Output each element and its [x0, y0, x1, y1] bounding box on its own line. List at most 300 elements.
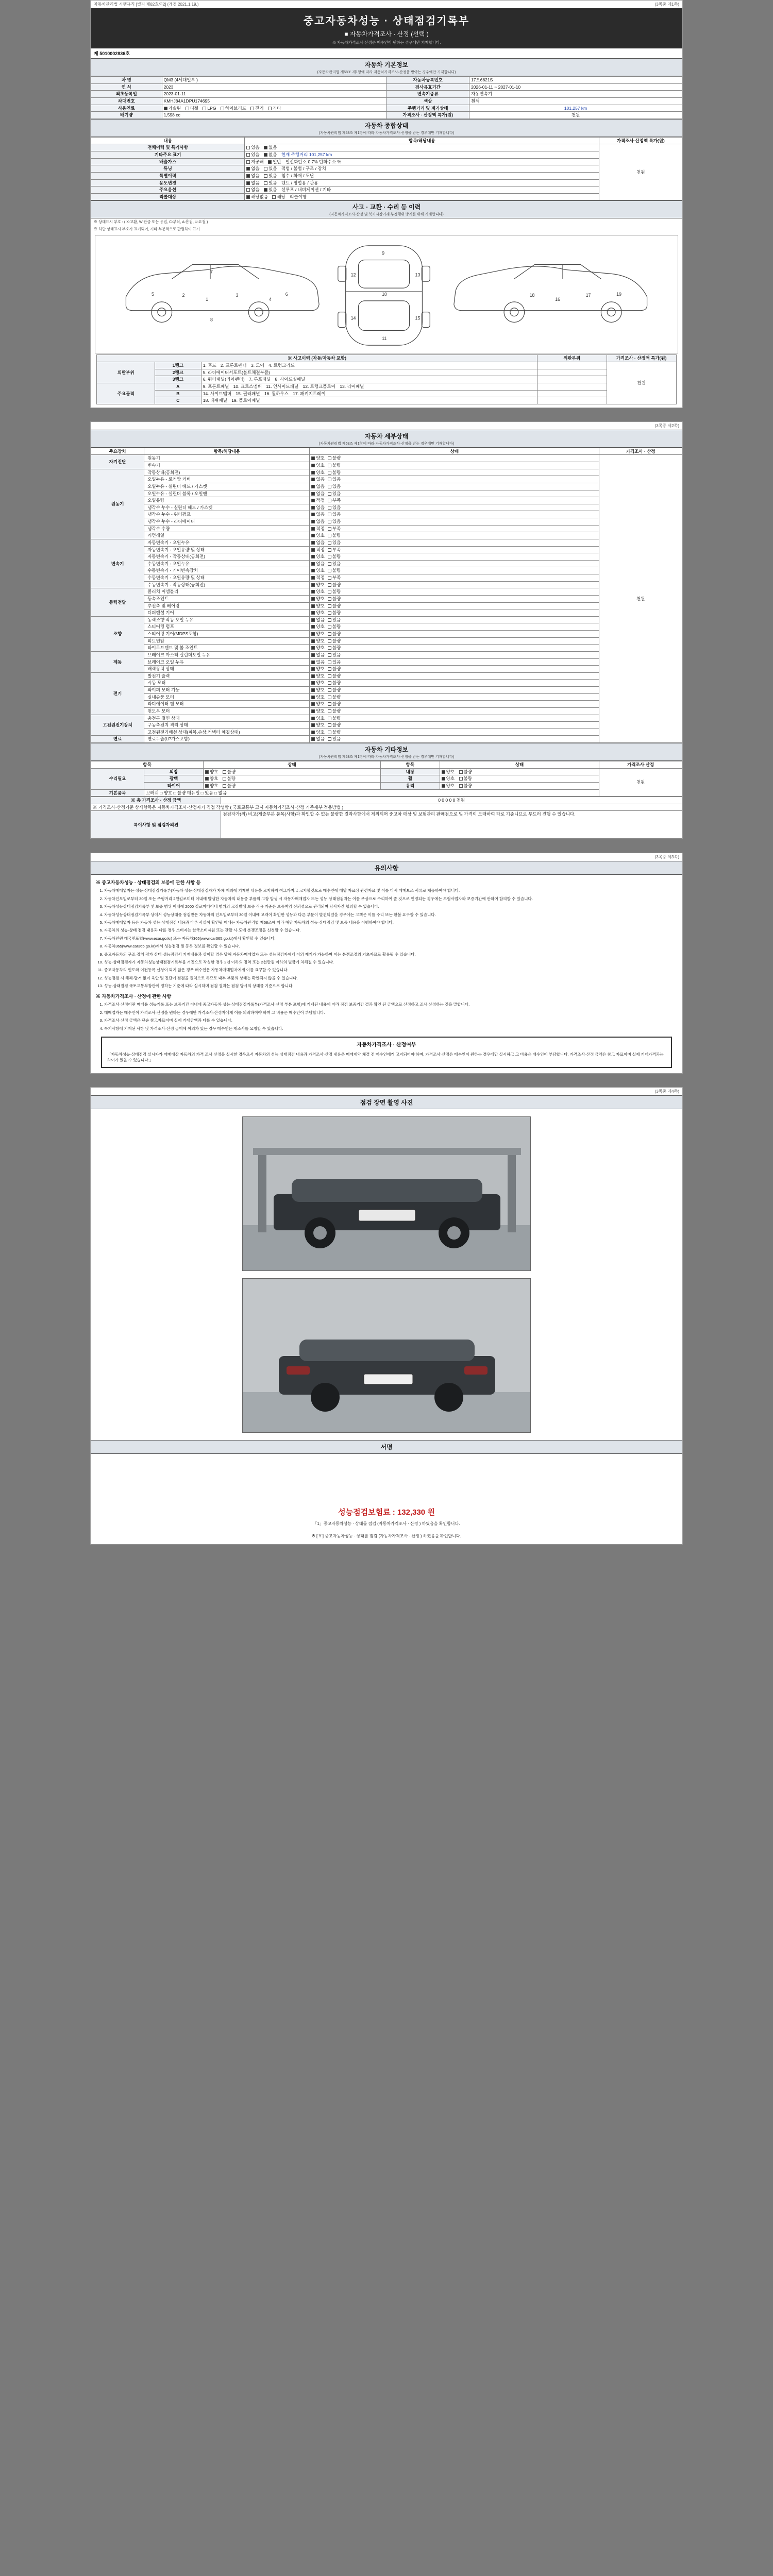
detail-item-label: 연료누출(LP가스포함) [144, 736, 310, 743]
page-3-header [91, 853, 682, 861]
detail-item-label: 디퍼렌셜 기어 [144, 609, 310, 617]
accident-price-header: 가격조사 · 산정액 특가(원) [607, 355, 676, 362]
checkbox-icon[interactable] [311, 632, 315, 636]
detail-item-state[interactable] [310, 623, 599, 631]
svg-text:10: 10 [382, 292, 388, 297]
detail-item-state[interactable] [310, 518, 599, 526]
checkbox-icon[interactable] [328, 590, 331, 594]
checkbox-icon[interactable] [328, 632, 331, 636]
detail-option-good[interactable]: 양호 [311, 455, 324, 461]
usechange-no[interactable]: 없음 [246, 180, 259, 186]
detail-item-state[interactable] [310, 560, 599, 567]
detail-option-good[interactable]: 양호 [311, 470, 324, 476]
detail-item-state[interactable] [310, 609, 599, 617]
detail-item-state[interactable] [310, 574, 599, 582]
detail-item-label: 냉각수 누수 - 라디에이터 [144, 518, 310, 526]
checkbox-icon[interactable] [311, 492, 315, 496]
detail-item-state[interactable] [310, 490, 599, 497]
checkbox-icon[interactable] [311, 696, 315, 699]
svg-text:11: 11 [382, 336, 387, 342]
detail-option-good[interactable]: 없음 [311, 491, 324, 497]
detail-item-state[interactable] [310, 707, 599, 715]
detail-option-good[interactable]: 양호 [311, 589, 324, 595]
checkbox-icon[interactable] [311, 562, 315, 566]
checkbox-icon[interactable] [311, 569, 315, 572]
detail-item-state[interactable] [310, 497, 599, 504]
fuel-option-lpg[interactable]: LPG [203, 106, 216, 111]
detail-option-good[interactable]: 양호 [311, 631, 324, 637]
checkbox-icon[interactable] [328, 492, 331, 496]
detail-option-bad[interactable]: 불량 [328, 470, 341, 476]
detail-option-good[interactable]: 없음 [311, 519, 324, 524]
detail-item-state[interactable] [310, 567, 599, 574]
detail-item-state[interactable] [310, 588, 599, 596]
checkbox-icon[interactable] [328, 520, 331, 523]
accident-tab-outer[interactable]: 외판부위 [537, 355, 607, 362]
checkbox-icon[interactable] [311, 590, 315, 594]
checkbox-icon[interactable] [311, 534, 315, 537]
label-color: 색상 [386, 97, 469, 105]
checkbox-icon[interactable] [328, 604, 331, 608]
detail-option-bad[interactable]: 불량 [328, 568, 341, 573]
detail-item-state[interactable] [310, 511, 599, 518]
checkbox-icon[interactable] [328, 471, 331, 474]
detail-item-state[interactable] [310, 602, 599, 609]
detail-item-state[interactable] [310, 728, 599, 736]
detail-option-bad[interactable]: 불량 [328, 694, 341, 700]
detail-option-bad[interactable]: 있음 [328, 477, 341, 482]
detail-col-1: 주요장치 [91, 448, 144, 455]
detail-item-state[interactable] [310, 666, 599, 673]
checkbox-icon[interactable] [328, 737, 331, 741]
detail-item-state[interactable] [310, 504, 599, 511]
detail-option-good[interactable]: 적정 [311, 547, 324, 553]
detail-item-state[interactable] [310, 553, 599, 561]
section-title-other: 자동차 기타정보 [364, 746, 409, 753]
checkbox-icon[interactable] [311, 667, 315, 671]
detail-option-bad[interactable]: 불량 [328, 554, 341, 560]
checkbox-icon[interactable] [328, 674, 331, 678]
checkbox-icon[interactable] [311, 688, 315, 692]
checkbox-icon[interactable] [311, 731, 315, 734]
rank-2-state[interactable] [537, 369, 607, 376]
detail-option-bad[interactable]: 불량 [328, 687, 341, 693]
recall-yes[interactable]: 해당 [272, 194, 285, 200]
checkbox-icon[interactable] [311, 653, 315, 657]
detail-option-bad[interactable]: 있음 [328, 505, 341, 511]
detail-option-good[interactable]: 적정 [311, 526, 324, 532]
tuning-detail: 적법 / 불법 / 구조 / 장치 [281, 166, 326, 172]
checkbox-icon[interactable] [311, 576, 315, 580]
checkbox-icon[interactable] [311, 541, 315, 545]
checkbox-icon[interactable] [328, 660, 331, 664]
fuel-options[interactable] [162, 105, 386, 112]
rank-a-state[interactable] [537, 383, 607, 390]
row-value-odo-state[interactable] [245, 151, 599, 159]
checkbox-icon[interactable] [311, 702, 315, 706]
emission-low[interactable]: 저공해 [246, 159, 264, 165]
rank-b-items: 14. 사이드멤버 15. 필러패널 16. 휠하우스 17. 패키지트레이 [201, 390, 537, 397]
detail-item-state[interactable] [310, 455, 599, 462]
other-row-1-state[interactable]: 양호 불량 [203, 775, 380, 783]
detail-option-bad[interactable]: 있음 [328, 652, 341, 658]
signature-area[interactable] [91, 1454, 682, 1500]
checkbox-icon[interactable] [311, 717, 315, 720]
detail-option-bad[interactable]: 있음 [328, 519, 341, 524]
accident-rank-table [96, 354, 676, 404]
detail-item-label: 윈도우 모터 [144, 707, 310, 715]
detail-item-state[interactable] [310, 680, 599, 687]
checkbox-icon[interactable] [311, 618, 315, 622]
other-col-state: 상태 [203, 761, 380, 769]
row-value-special[interactable] [245, 172, 599, 179]
detail-option-bad[interactable]: 있음 [328, 484, 341, 489]
other-row-2-state[interactable]: 양호 불량 [203, 782, 380, 789]
history-no[interactable]: 없음 [264, 145, 277, 150]
options-yes[interactable]: 있음 [264, 187, 277, 193]
detail-option-bad[interactable]: 불량 [328, 722, 341, 728]
detail-option-bad[interactable]: 불량 [328, 596, 341, 602]
detail-option-bad[interactable]: 부족 [328, 498, 341, 503]
checkbox-icon[interactable] [328, 555, 331, 558]
table-row [91, 804, 682, 811]
detail-option-good[interactable]: 없음 [311, 617, 324, 623]
checkbox-icon[interactable] [328, 731, 331, 734]
table-row [91, 588, 682, 596]
checkbox-icon[interactable] [311, 674, 315, 678]
checkbox-icon[interactable] [328, 506, 331, 510]
detail-item-state[interactable] [310, 651, 599, 658]
checkbox-icon[interactable] [328, 681, 331, 685]
rank-b-state[interactable] [537, 390, 607, 397]
detail-option-good[interactable]: 양호 [311, 680, 324, 686]
checkbox-icon[interactable] [328, 576, 331, 580]
detail-option-good[interactable]: 양호 [311, 708, 324, 714]
checkbox-icon[interactable] [328, 597, 331, 601]
detail-option-bad[interactable]: 불량 [328, 701, 341, 707]
checkbox-icon[interactable] [328, 583, 331, 587]
document-title-bar [91, 8, 682, 48]
checkbox-icon[interactable] [311, 464, 315, 467]
detail-option-bad[interactable]: 불량 [328, 638, 341, 644]
checkbox-icon[interactable] [311, 639, 315, 643]
detail-option-bad[interactable]: 불량 [328, 708, 341, 714]
recall-none[interactable]: 해당없음 [246, 194, 268, 200]
checkbox-icon[interactable] [311, 513, 315, 516]
section-sub-other: (자동차관리법 제58조 제1항에 따라 자동차가격조사·산정을 받는 경우에만 기재합니다) [318, 755, 455, 759]
special-no[interactable]: 없음 [246, 173, 259, 179]
detail-option-bad[interactable]: 불량 [328, 730, 341, 735]
checkbox-icon[interactable] [328, 464, 331, 467]
detail-option-bad[interactable]: 불량 [328, 673, 341, 679]
detail-option-good[interactable]: 양호 [311, 554, 324, 560]
odo-state-yes[interactable]: 있음 [246, 152, 259, 158]
detail-option-good[interactable]: 양호 [311, 568, 324, 573]
notice-list-warranty [104, 888, 675, 989]
other-row-0-state2[interactable]: 양호 불량 [440, 768, 599, 775]
detail-option-good[interactable]: 양호 [311, 638, 324, 644]
detail-item-state[interactable] [310, 736, 599, 743]
detail-item-state[interactable] [310, 687, 599, 694]
detail-option-good[interactable]: 양호 [311, 596, 324, 602]
detail-option-good[interactable]: 없음 [311, 505, 324, 511]
fuel-option-hybrid[interactable]: 하이브리드 [221, 106, 246, 111]
checkbox-icon[interactable] [328, 717, 331, 720]
checkbox-icon[interactable] [328, 456, 331, 460]
detail-option-good[interactable]: 양호 [311, 666, 324, 672]
checkbox-icon[interactable] [328, 611, 331, 615]
detail-option-good[interactable]: 없음 [311, 484, 324, 489]
table-row [91, 672, 682, 680]
table-row [91, 483, 682, 490]
checkbox-icon[interactable] [328, 696, 331, 699]
tuning-no[interactable]: 없음 [246, 166, 259, 172]
checkbox-icon[interactable] [311, 548, 315, 552]
detail-item-state[interactable] [310, 722, 599, 729]
checkbox-icon[interactable] [328, 541, 331, 545]
checkbox-icon[interactable] [328, 702, 331, 706]
detail-option-bad[interactable]: 부족 [328, 575, 341, 581]
detail-item-state[interactable] [310, 672, 599, 680]
checkbox-icon[interactable] [311, 660, 315, 664]
rank-c-state[interactable] [537, 397, 607, 404]
detail-option-bad[interactable]: 불량 [328, 680, 341, 686]
detail-option-good[interactable]: 양호 [311, 603, 324, 609]
detail-col-3: 상태 [310, 448, 599, 455]
detail-option-good[interactable]: 없음 [311, 659, 324, 665]
detail-option-bad[interactable]: 불량 [328, 582, 341, 588]
detail-option-bad[interactable]: 불량 [328, 666, 341, 672]
detail-option-bad[interactable]: 불량 [328, 631, 341, 637]
checkbox-icon[interactable] [311, 456, 315, 460]
detail-item-state[interactable] [310, 645, 599, 652]
detail-item-label: 오일누유 - 실린더 블록 / 오일팬 [144, 490, 310, 497]
checkbox-icon[interactable] [328, 667, 331, 671]
checkbox-icon[interactable] [328, 625, 331, 629]
detail-option-bad[interactable]: 불량 [328, 533, 341, 538]
checkbox-icon[interactable] [311, 625, 315, 629]
car-diagram-svg [95, 235, 678, 353]
detail-item-state[interactable] [310, 462, 599, 469]
detail-option-bad[interactable]: 불량 [328, 463, 341, 468]
row-value-usechange[interactable] [245, 179, 599, 187]
fuel-option-ev[interactable]: 전기 [250, 106, 263, 111]
detail-item-state[interactable] [310, 469, 599, 476]
table-row [91, 736, 682, 743]
car-damage-diagram [95, 235, 678, 353]
checkbox-icon[interactable] [311, 709, 315, 713]
detail-item-state[interactable] [310, 701, 599, 708]
row-value-tuning[interactable] [245, 165, 599, 173]
detail-option-bad[interactable]: 있음 [328, 659, 341, 665]
checkbox-icon[interactable] [311, 583, 315, 587]
table-row [91, 637, 682, 645]
detail-option-good[interactable]: 적정 [311, 575, 324, 581]
section-header-basic [91, 58, 682, 76]
detail-option-good[interactable]: 없음 [311, 561, 324, 567]
checkbox-icon[interactable] [311, 499, 315, 502]
checkbox-icon[interactable] [311, 681, 315, 685]
detail-item-state[interactable] [310, 658, 599, 666]
detail-option-good[interactable]: 양호 [311, 694, 324, 700]
svg-text:4: 4 [269, 297, 272, 302]
rank-3-state[interactable] [537, 376, 607, 383]
detail-option-bad[interactable]: 불량 [328, 603, 341, 609]
checkbox-icon[interactable] [311, 485, 315, 488]
detail-option-good[interactable]: 양호 [311, 730, 324, 735]
row-value-history[interactable] [245, 144, 599, 151]
detail-option-good[interactable]: 양호 [311, 716, 324, 721]
detail-option-bad[interactable]: 불량 [328, 716, 341, 721]
svg-text:14: 14 [350, 315, 356, 321]
history-yes[interactable]: 있음 [246, 145, 259, 150]
detail-option-good[interactable]: 적정 [311, 498, 324, 503]
table-row [91, 645, 682, 652]
detail-option-bad[interactable]: 불량 [328, 610, 341, 616]
options-no[interactable]: 없음 [246, 187, 259, 193]
checkbox-icon[interactable] [328, 653, 331, 657]
checkbox-icon[interactable] [328, 688, 331, 692]
detail-option-bad[interactable]: 있음 [328, 561, 341, 567]
detail-item-state[interactable] [310, 715, 599, 722]
detail-option-good[interactable]: 양호 [311, 533, 324, 538]
detail-option-bad[interactable]: 있음 [328, 540, 341, 546]
value-price-estimate: 천원 [469, 112, 682, 119]
detail-option-bad[interactable]: 있음 [328, 491, 341, 497]
detail-option-good[interactable]: 양호 [311, 722, 324, 728]
detail-item-state[interactable] [310, 546, 599, 553]
checkbox-icon[interactable] [328, 709, 331, 713]
row-value-recall[interactable] [245, 193, 599, 200]
detail-item-state[interactable] [310, 539, 599, 546]
base-items-row[interactable]: 브러쉬 □ 양호 □ 불량 매뉴얼 □ 있음 □ 없음 [144, 789, 599, 796]
detail-item-state[interactable] [310, 483, 599, 490]
special-remarks-text: 점검자가(의) 비고(제출부분 품목(사항)과 확인할 수 없는 불량한 결과사항에서 제외되며 중고차 매상 및 보험관리 판매점으로 및 가격이 도래하여 타로 기준니므로 부드러 진행 수 있습니다. [221, 811, 682, 839]
checkbox-icon[interactable] [311, 597, 315, 601]
detail-option-good[interactable]: 양호 [311, 610, 324, 616]
detail-option-good[interactable]: 양호 [311, 463, 324, 468]
detail-state-table [91, 448, 682, 743]
checkbox-icon[interactable] [311, 471, 315, 474]
detail-option-bad[interactable]: 불량 [328, 455, 341, 461]
detail-item-state[interactable] [310, 532, 599, 539]
checkbox-icon[interactable] [328, 562, 331, 566]
checkbox-icon[interactable] [328, 548, 331, 552]
detail-option-bad[interactable]: 부족 [328, 526, 341, 532]
detail-option-good[interactable]: 양호 [311, 687, 324, 693]
value-color: 흰색 [469, 97, 682, 105]
detail-option-good[interactable]: 없음 [311, 512, 324, 517]
detail-item-label: 수동변속기 - 작동상태(공회전) [144, 581, 310, 588]
row-value-emission[interactable] [245, 158, 599, 165]
price-survey-warning-title: 자동차가격조사 · 산정여부 [357, 1042, 416, 1048]
checkbox-icon[interactable] [328, 527, 331, 531]
detail-option-bad[interactable]: 있음 [328, 617, 341, 623]
checkbox-icon[interactable] [311, 520, 315, 523]
checkbox-icon[interactable] [328, 618, 331, 622]
detail-option-good[interactable]: 양호 [311, 701, 324, 707]
odo-state-no[interactable]: 없음 [264, 152, 277, 158]
checkbox-icon[interactable] [328, 478, 331, 481]
detail-item-label: 발전기 출력 [144, 672, 310, 680]
detail-option-bad[interactable]: 불량 [328, 589, 341, 595]
detail-item-state[interactable] [310, 581, 599, 588]
detail-option-good[interactable]: 없음 [311, 652, 324, 658]
checkbox-icon[interactable] [311, 555, 315, 558]
checkbox-icon[interactable] [311, 506, 315, 510]
detail-option-bad[interactable]: 있음 [328, 736, 341, 742]
checkbox-icon[interactable] [311, 646, 315, 650]
label-inspection-period: 검사유효기간 [386, 83, 469, 91]
checkbox-icon[interactable] [328, 485, 331, 488]
other-row-1-state2[interactable]: 양호 불량 [440, 775, 599, 783]
checkbox-icon[interactable] [328, 513, 331, 516]
table-row [91, 768, 682, 775]
other-row-2-state2[interactable]: 양호 불량 [440, 782, 599, 789]
special-yes[interactable]: 있음 [264, 173, 277, 179]
detail-option-good[interactable]: 양호 [311, 582, 324, 588]
detail-option-good[interactable]: 양호 [311, 624, 324, 630]
value-displacement: 1,598 cc [162, 112, 386, 119]
detail-item-state[interactable] [310, 525, 599, 532]
usechange-yes[interactable]: 있음 [264, 180, 277, 186]
detail-option-bad[interactable]: 불량 [328, 624, 341, 630]
detail-option-good[interactable]: 없음 [311, 540, 324, 546]
checkbox-icon[interactable] [328, 639, 331, 643]
detail-item-state[interactable] [310, 616, 599, 623]
table-row [91, 658, 682, 666]
checkbox-icon[interactable] [311, 527, 315, 531]
label-vin: 차대번호 [91, 97, 162, 105]
detail-item-state[interactable] [310, 631, 599, 638]
detail-item-state[interactable] [310, 595, 599, 602]
detail-item-state[interactable] [310, 476, 599, 483]
checkbox-icon[interactable] [311, 478, 315, 481]
checkbox-icon[interactable] [328, 534, 331, 537]
checkbox-icon[interactable] [311, 604, 315, 608]
rank-c-label: C [155, 397, 201, 404]
detail-option-bad[interactable]: 부족 [328, 547, 341, 553]
checkbox-icon[interactable] [328, 569, 331, 572]
rank-1-state[interactable] [537, 362, 607, 369]
checkbox-icon[interactable] [328, 646, 331, 650]
table-row [91, 775, 682, 783]
table-row [91, 518, 682, 526]
tuning-yes[interactable]: 있음 [264, 166, 277, 172]
checkbox-icon[interactable] [311, 723, 315, 727]
detail-option-good[interactable]: 없음 [311, 477, 324, 482]
row-value-options[interactable] [245, 187, 599, 194]
checkbox-icon[interactable] [328, 499, 331, 502]
fuel-option-gasoline[interactable]: 가솔린 [164, 106, 181, 111]
detail-option-bad[interactable]: 불량 [328, 645, 341, 651]
detail-option-good[interactable]: 없음 [311, 736, 324, 742]
checkbox-icon[interactable] [311, 611, 315, 615]
fuel-option-etc[interactable]: 기타 [268, 106, 281, 111]
table-row [91, 497, 682, 504]
fuel-option-diesel[interactable]: 디젤 [186, 106, 198, 111]
emission-normal[interactable]: 일반 [268, 159, 281, 165]
checkbox-icon[interactable] [328, 723, 331, 727]
other-row-0-state[interactable]: 양호 불량 [203, 768, 380, 775]
checkbox-icon[interactable] [311, 737, 315, 741]
detail-item-state[interactable] [310, 693, 599, 701]
detail-option-good[interactable]: 양호 [311, 673, 324, 679]
table-row [91, 455, 682, 462]
detail-option-bad[interactable]: 있음 [328, 512, 341, 517]
detail-option-good[interactable]: 양호 [311, 645, 324, 651]
detail-item-state[interactable] [310, 637, 599, 645]
